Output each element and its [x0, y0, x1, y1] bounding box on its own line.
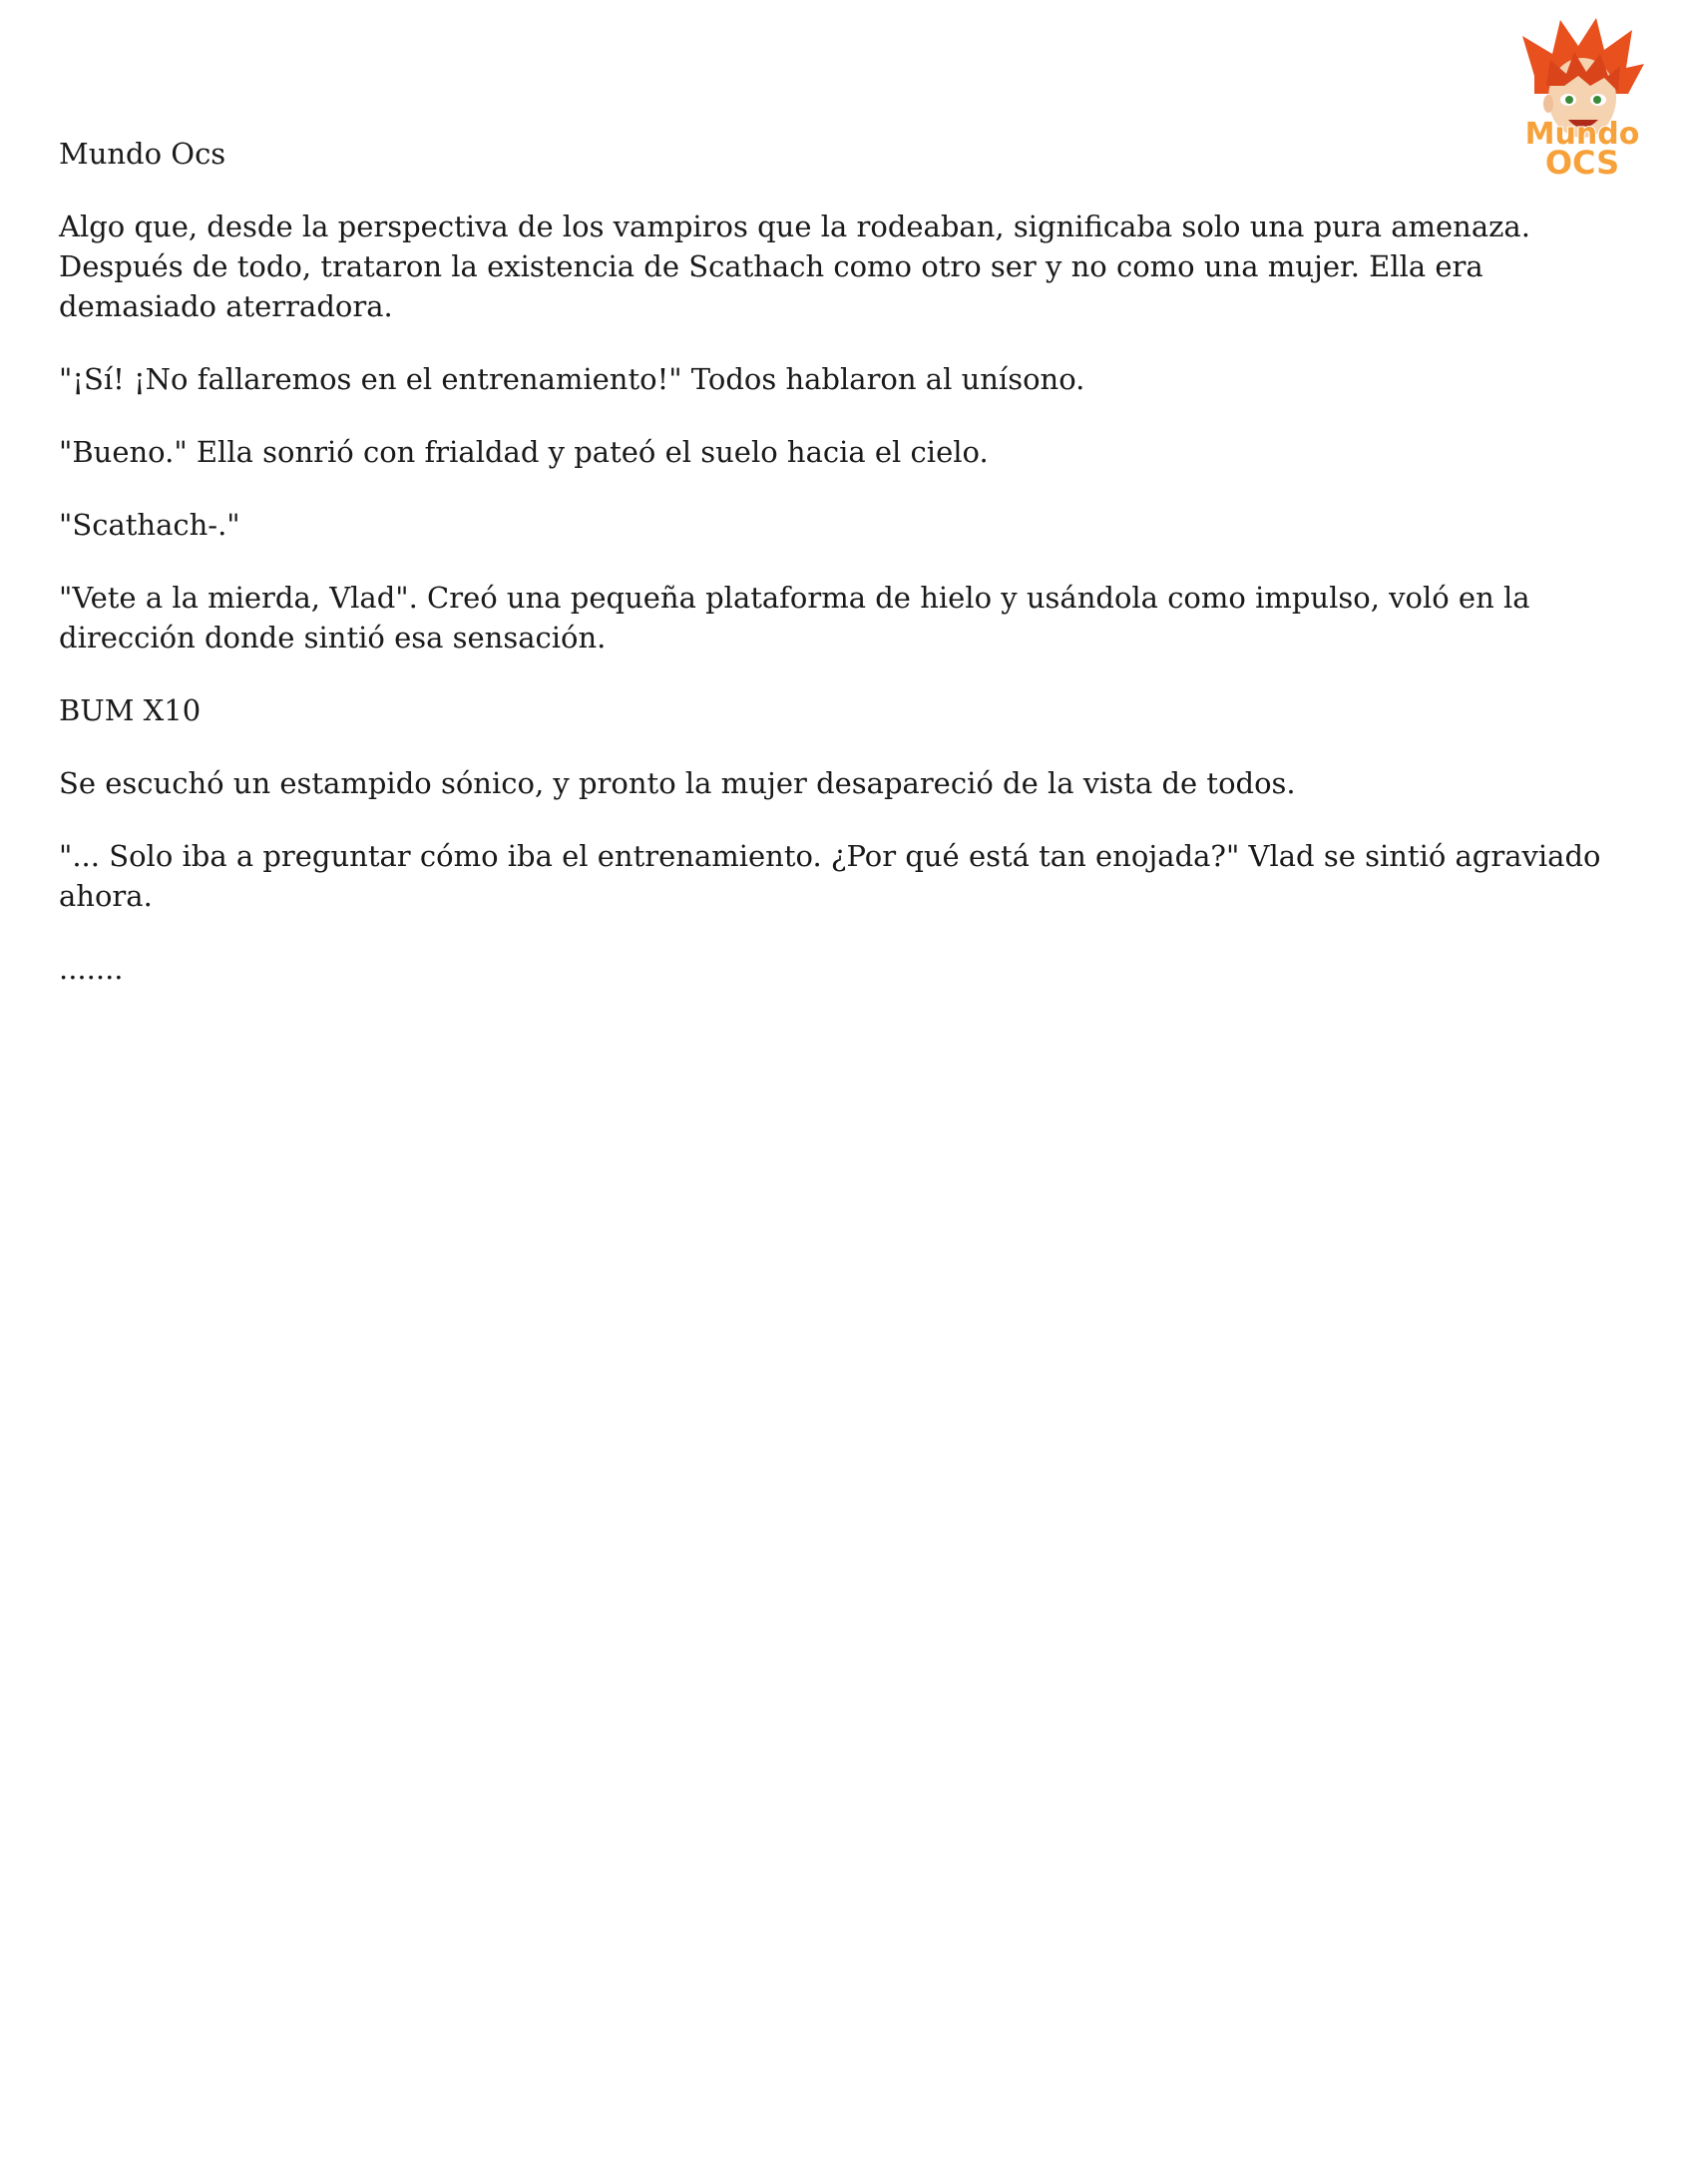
paragraph-7: Se escuchó un estampido sónico, y pronto la mujer desapareció de la vista de todos. [59, 766, 1296, 800]
paragraph-2: "¡Sí! ¡No fallaremos en el entrenamiento!" Todos hablaron al unísono. [59, 362, 1085, 396]
paragraph-1: Algo que, desde la perspectiva de los vampiros que la rodeaban, significaba solo una pura amenaza. Después de todo, trataron la existencia de Scathach como otro ser y no como una mujer. Ella era demasiado aterradora. [59, 210, 1530, 323]
paragraph-9: ....... [59, 952, 124, 986]
paragraph-3: "Bueno." Ella sonrió con frialdad y pateó el suelo hacia el cielo. [59, 435, 989, 469]
document-body [59, 134, 1635, 1022]
paragraph-6: BUM X10 [59, 693, 202, 727]
paragraph-8: "... Solo iba a preguntar cómo iba el entrenamiento. ¿Por qué está tan enojada?" Vlad se sintió agraviado ahora. [59, 839, 1601, 913]
logo-text-line1: Mundo [1524, 117, 1640, 152]
document-header: Mundo Ocs [59, 137, 226, 171]
paragraph-4: "Scathach-." [59, 508, 240, 542]
logo-text-line2: OCS [1544, 144, 1620, 180]
paragraph-5: "Vete a la mierda, Vlad". Creó una pequeña plataforma de hielo y usándola como impulso, voló en la dirección donde sintió esa sensación. [59, 581, 1530, 655]
